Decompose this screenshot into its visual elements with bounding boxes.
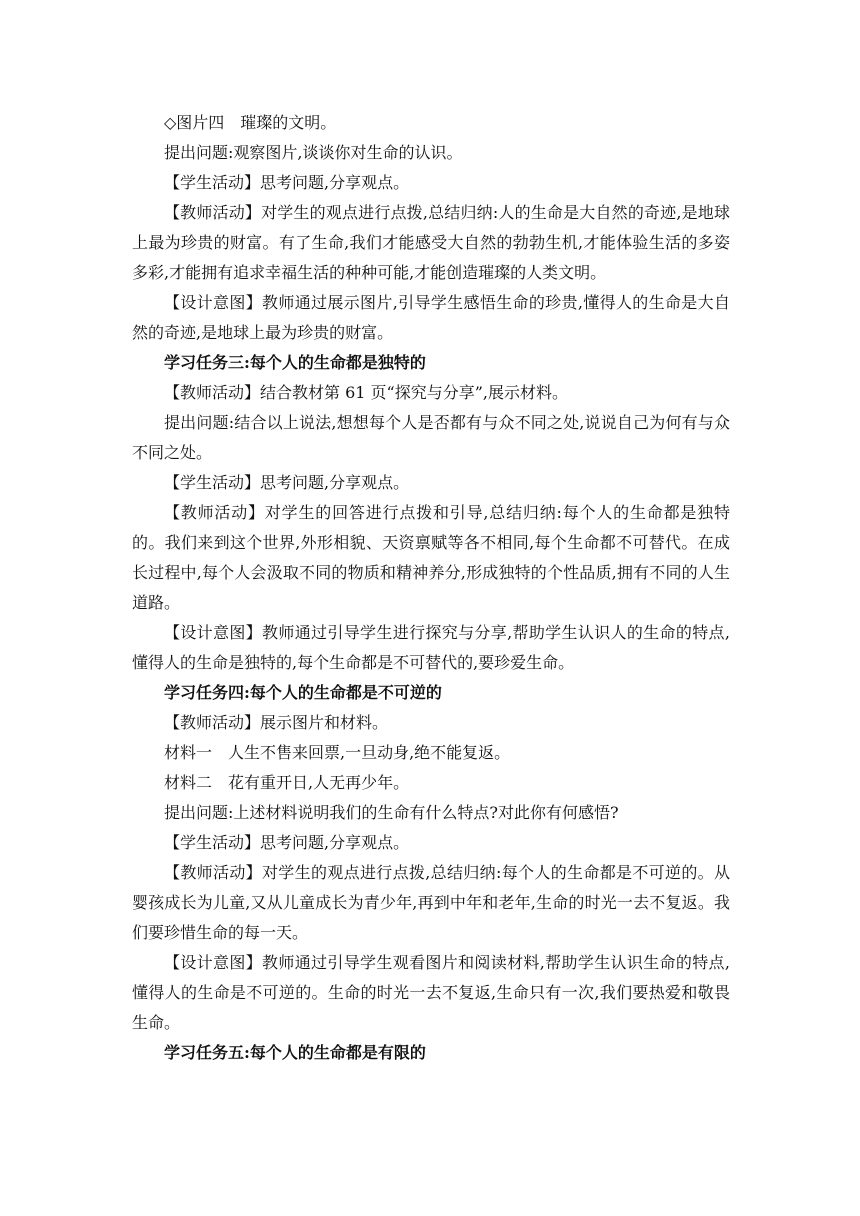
paragraph-teacher-activity: 【教师活动】展示图片和材料。 <box>164 713 389 732</box>
paragraph-question: 提出问题:结合以上说法,想想每个人是否都有与众不同之处,说说自己为何有与众不同之处。 <box>132 413 730 462</box>
paragraph-teacher-activity: 【教师活动】对学生的观点进行点拨,总结归纳:人的生命是大自然的奇迹,是地球上最为珍贵的财富。有了生命,我们才能感受大自然的勃勃生机,才能体验生活的多姿多彩,才能拥有追求幸福生活的种种可能,才能创造璀璨的人类文明。 <box>132 203 730 282</box>
task-five-heading: 学习任务五:每个人的生命都是有限的 <box>164 1043 426 1062</box>
paragraph-design-intent: 【设计意图】教师通过引导学生进行探究与分享,帮助学生认识人的生命的特点,懂得人的生命是独特的,每个生命都是不可替代的,要珍爱生命。 <box>132 623 730 672</box>
task-four-heading: 学习任务四:每个人的生命都是不可逆的 <box>164 683 442 702</box>
paragraph-teacher-activity: 【教师活动】结合教材第 61 页“探究与分享”,展示材料。 <box>164 383 568 402</box>
document-body <box>132 108 730 1068</box>
paragraph-material-one: 材料一 人生不售来回票,一旦动身,绝不能复返。 <box>164 743 511 762</box>
paragraph-teacher-activity: 【教师活动】对学生的回答进行点拨和引导,总结归纳:每个人的生命都是独特的。我们来到这个世界,外形相貌、天资禀赋等各不相同,每个生命都不可替代。在成长过程中,每个人会汲取不同的物质和精神养分,形成独特的个性品质,拥有不同的人生道路。 <box>132 503 730 612</box>
paragraph-design-intent: 【设计意图】教师通过引导学生观看图片和阅读材料,帮助学生认识生命的特点,懂得人的生命是不可逆的。生命的时光一去不复返,生命只有一次,我们要热爱和敬畏生命。 <box>132 953 730 1032</box>
paragraph-picture-four: ◇图片四 璀璨的文明。 <box>164 113 337 132</box>
paragraph-student-activity: 【学生活动】思考问题,分享观点。 <box>164 473 410 492</box>
paragraph-student-activity: 【学生活动】思考问题,分享观点。 <box>164 173 410 192</box>
paragraph-teacher-activity: 【教师活动】对学生的观点进行点拨,总结归纳:每个人的生命都是不可逆的。从婴孩成长为儿童,又从儿童成长为青少年,再到中年和老年,生命的时光一去不复返。我们要珍惜生命的每一天。 <box>132 863 730 942</box>
task-three-heading: 学习任务三:每个人的生命都是独特的 <box>164 353 426 372</box>
paragraph-student-activity: 【学生活动】思考问题,分享观点。 <box>164 833 410 852</box>
paragraph-material-two: 材料二 花有重开日,人无再少年。 <box>164 773 410 792</box>
paragraph-question: 提出问题:上述材料说明我们的生命有什么特点?对此你有何感悟? <box>164 803 619 822</box>
paragraph-question: 提出问题:观察图片,谈谈你对生命的认识。 <box>164 143 463 162</box>
paragraph-design-intent: 【设计意图】教师通过展示图片,引导学生感悟生命的珍贵,懂得人的生命是大自然的奇迹,是地球上最为珍贵的财富。 <box>132 293 730 342</box>
